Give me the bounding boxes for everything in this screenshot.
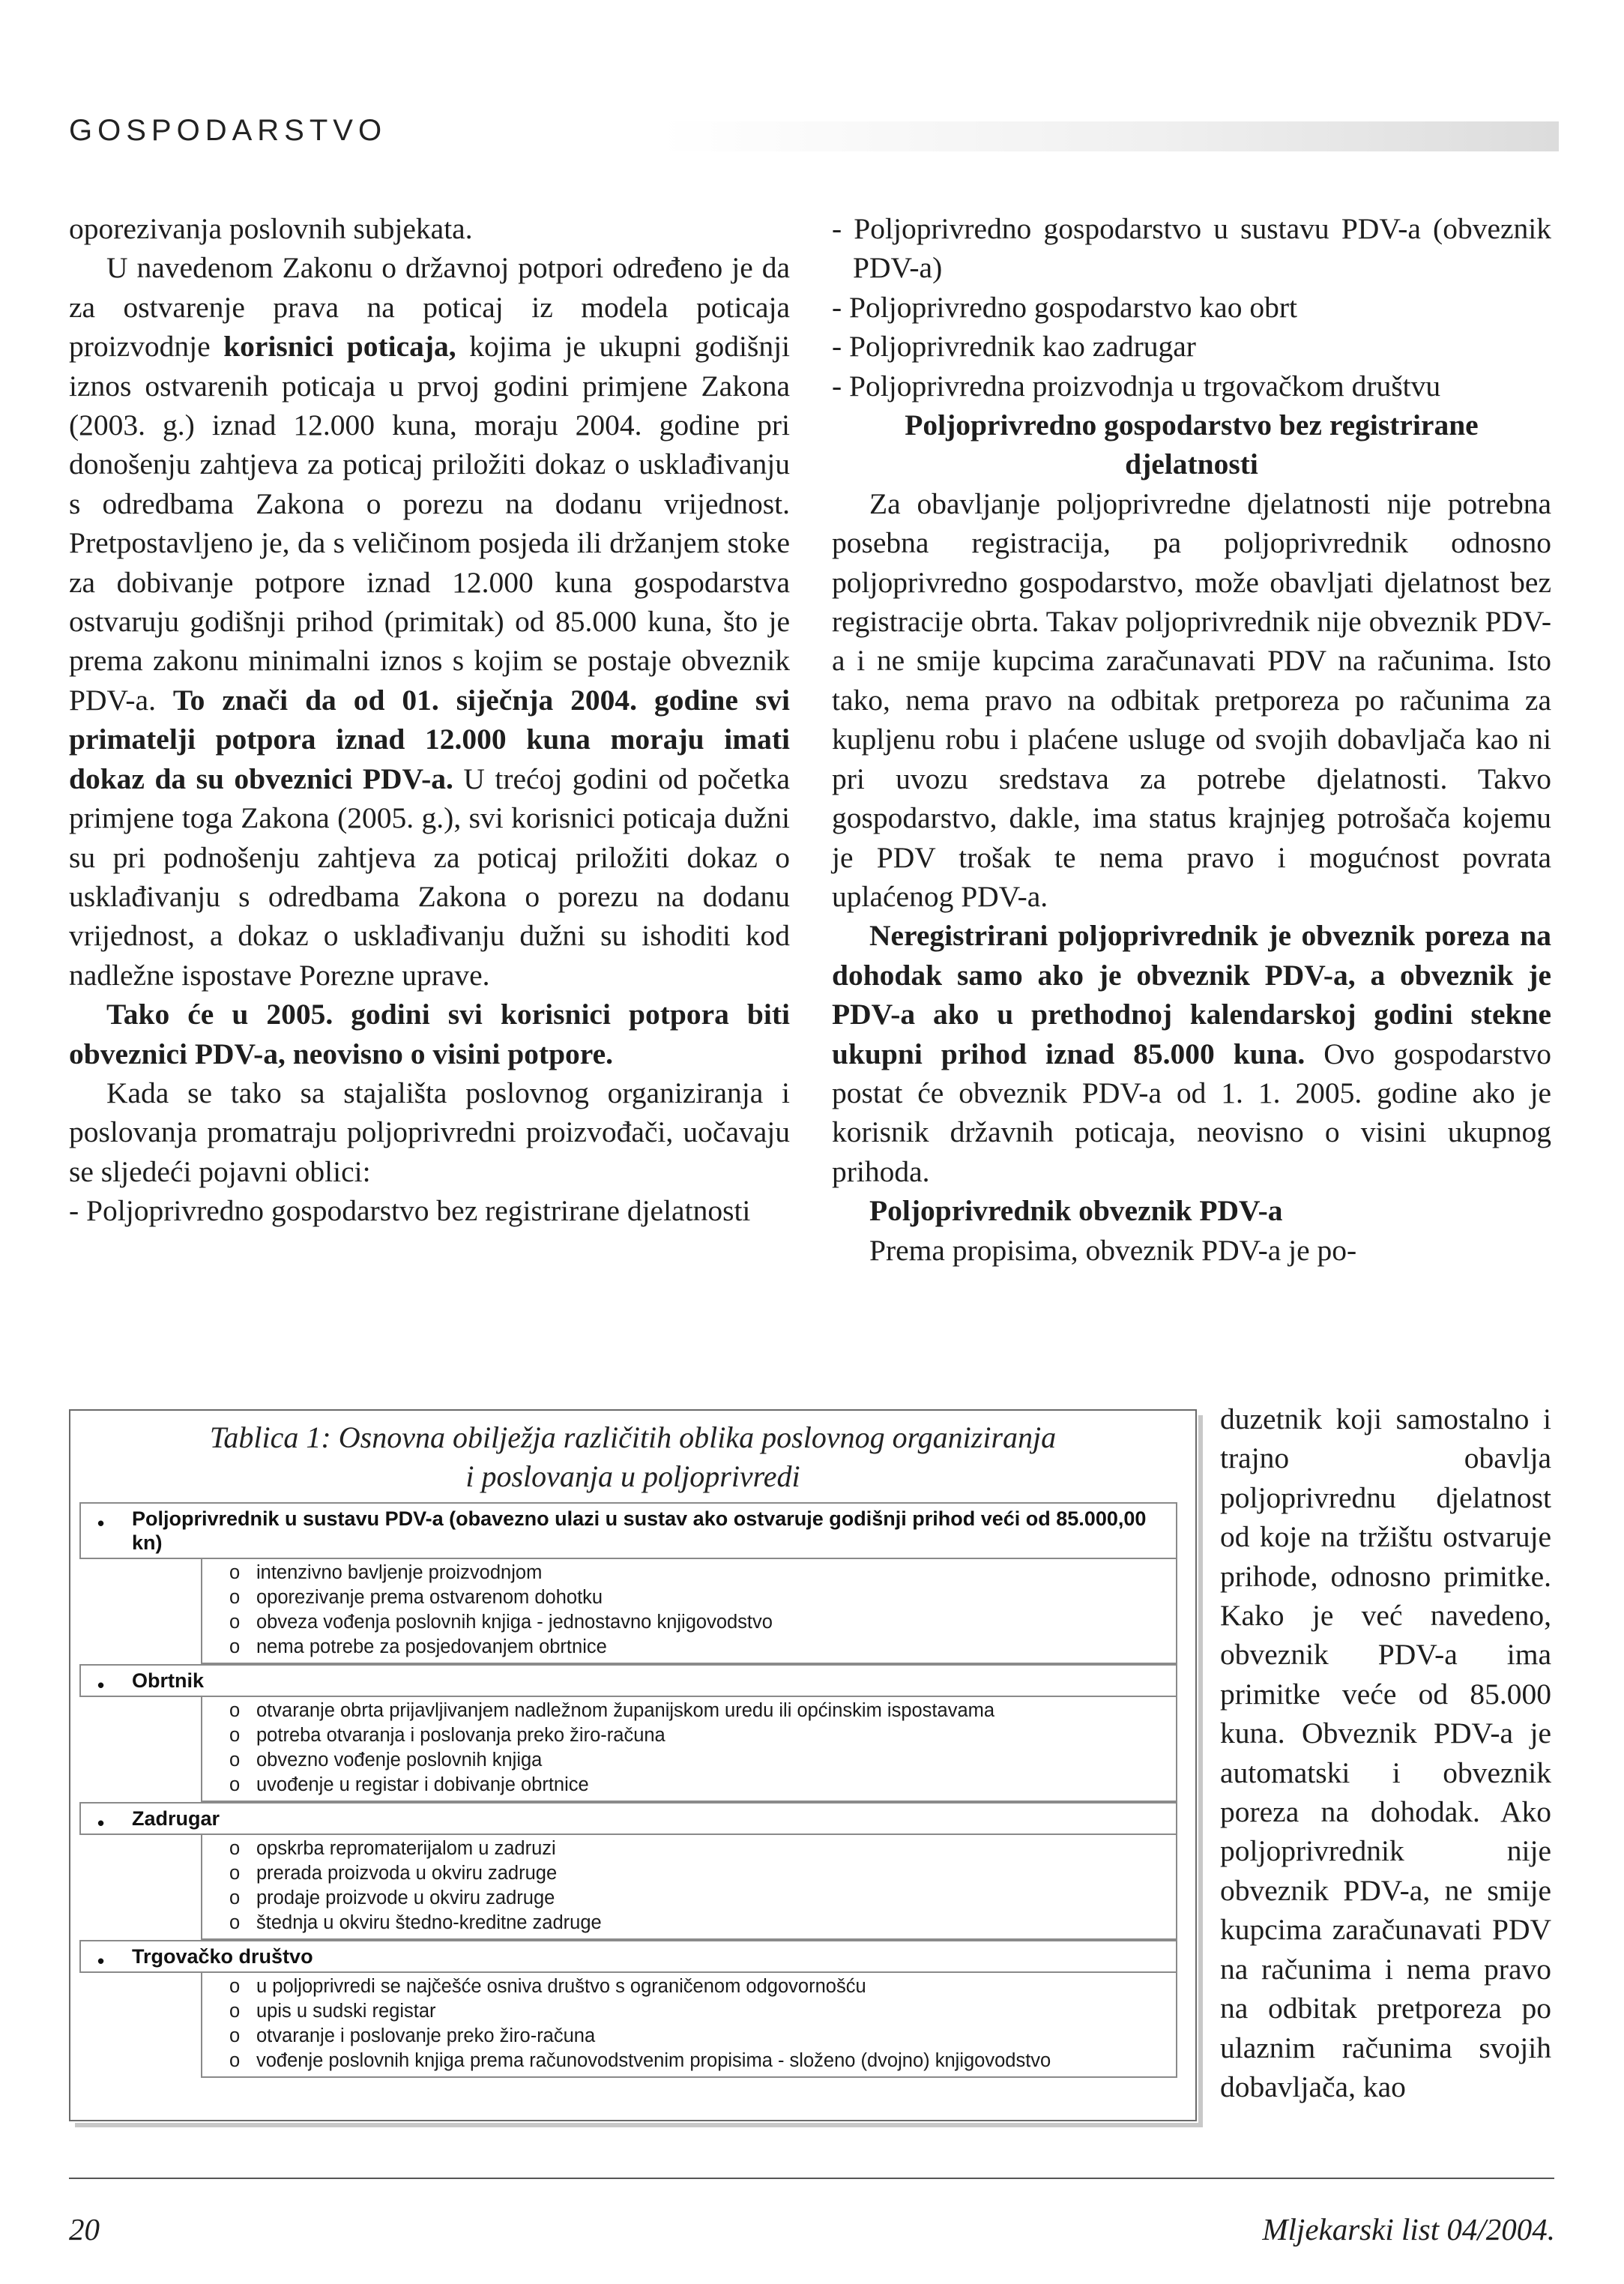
narrow-column <box>1220 1399 1551 2106</box>
bullet-icon: • <box>97 1812 105 1834</box>
paragraph: U navedenom Zakonu o državnoj potpori određeno je da za ostvarenje prava na poticaj iz modela poticaja proizvodnje korisnici poticaja, kojima je ukupni godišnji iznos ostvarenih poticaja u prvoj godini primjene Zakona (2003. g.) iznad 12.000 kuna, moraju 2004. godine pri donošenju zahtjeva za poticaj priložiti dokaz o usklađivanju s odredbama Zakona o porezu na dodanu vrijednost. Pretpostavljeno je, da s veličinom posjeda ili držanjem stoke za dobivanje potpore iznad 12.000 kuna gospodarstva ostvaruju godišnji prihod (primitak) od 85.000 kuna, što je prema zakonu minimalni iznos s kojim se postaje obveznik PDV-a. To znači da od 01. siječnja 2004. godine svi primatelji potpora iznad 12.000 kuna moraju imati dokaz da su obveznici PDV-a. U trećoj godini od početka primjene toga Zakona (2005. g.), svi korisnici poticaja dužni su pri podnošenju zahtjeva za poticaj priložiti dokaz o usklađivanju s odredbama Zakona o porezu na dodanu vrijednost, a dokaz o usklađivanju dužni su ishoditi kod nadležne ispostave Porezne uprave. <box>69 251 791 992</box>
table-item: o potreba otvaranja i poslovanja preko žiro-računa <box>202 1723 1176 1748</box>
circle-bullet-icon: o <box>229 1838 241 1859</box>
table-item: o štednja u okviru štedno-kreditne zadruge <box>202 1911 1176 1935</box>
circle-bullet-icon: o <box>229 1976 241 1997</box>
table-item: o vođenje poslovnih knjiga prema računovodstvenim propisima - složeno (dvojno) knjigovodstvo <box>202 2049 1176 2073</box>
footer-rule <box>69 2178 1554 2179</box>
circle-bullet-icon: o <box>229 1750 241 1771</box>
table-group <box>79 1664 1177 1802</box>
table-group-title: • Obrtnik <box>79 1664 1177 1697</box>
circle-bullet-icon: o <box>229 2050 241 2071</box>
paragraph: Prema propisima, obveznik PDV-a je po- <box>869 1233 1357 1267</box>
circle-bullet-icon: o <box>229 1700 241 1721</box>
header-gradient-bar <box>659 121 1559 151</box>
section-heading: Poljoprivredno gospodarstvo bez registrirane djelatnosti <box>905 409 1479 481</box>
table-group-title: • Trgovačko društvo <box>79 1940 1177 1973</box>
list-item: - Poljoprivrednik kao zadrugar <box>832 330 1196 364</box>
table-item: o prodaje proizvode u okviru zadruge <box>202 1886 1176 1911</box>
paragraph: oporezivanja poslovnih subjekata. <box>69 212 473 245</box>
list-item: - Poljoprivredno gospodarstvo bez registrirane djelatnosti <box>69 1194 751 1228</box>
table-body <box>79 1502 1177 2078</box>
circle-bullet-icon: o <box>229 1725 241 1746</box>
table-item: o obveza vođenja poslovnih knjiga - jednostavno knjigovodstvo <box>202 1610 1176 1635</box>
bullet-icon: • <box>97 1512 105 1534</box>
table-group-title: • Poljoprivrednik u sustavu PDV-a (obavezno ulazi u sustav ako ostvaruje godišnji prihod veći od 85.000,00 kn) <box>79 1502 1177 1559</box>
paragraph: Neregistrirani poljoprivrednik je obveznik poreza na dohodak samo ako je obveznik PDV-a, a obveznik je PDV-a ako u prethodnoj kalendarskoj godini stekne ukupni prihod iznad 85.000 kuna. Ovo gospodarstvo postat će obveznik PDV-a od 1. 1. 2005. godine ako je korisnik državnih poticaja, neovisno o visini ukupnog prihoda. <box>832 919 1551 1188</box>
table-item: o otvaranje obrta prijavljivanjem nadležnom županijskom uredu ili općinskim ispostavama <box>202 1699 1176 1723</box>
publication-name: Mljekarski list 04/2004. <box>1262 2212 1555 2247</box>
paragraph: duzetnik koji samostalno i trajno obavlja poljoprivrednu djelatnost od koje na tržištu ostvaruje prihode, odnosno primitke. Kako je već navedeno, obveznik PDV-a ima primitke veće od 85.000 kuna. Obveznik PDV-a je automatski i obveznik poreza na dohodak. Ako poljoprivrednik nije obveznik PDV-a, ne smije kupcima zaračunavati PDV na računima i nema pravo na odbitak pretporeza po ulaznim računima svojih dobavljača, kao <box>1220 1402 1551 2103</box>
table-item: o nema potrebe za posjedovanjem obrtnice <box>202 1635 1176 1660</box>
bullet-icon: • <box>97 1674 105 1696</box>
left-column <box>69 209 790 1231</box>
circle-bullet-icon: o <box>229 1774 241 1795</box>
circle-bullet-icon: o <box>229 2025 241 2046</box>
page-number: 20 <box>69 2212 100 2247</box>
table-item: o intenzivno bavljenje proizvodnjom <box>202 1561 1176 1585</box>
circle-bullet-icon: o <box>229 1612 241 1633</box>
bullet-icon: • <box>97 1950 105 1972</box>
bold-paragraph: Tako će u 2005. godini svi korisnici potpora biti obveznici PDV-a, neovisno o visini potpore. <box>69 998 790 1070</box>
table-group <box>79 1802 1177 1940</box>
table-item-list <box>201 1835 1177 1940</box>
circle-bullet-icon: o <box>229 1863 241 1884</box>
table-item-list <box>201 1973 1177 2078</box>
table-group <box>79 1502 1177 1664</box>
table-item: o opskrba repromaterijalom u zadruzi <box>202 1836 1176 1861</box>
circle-bullet-icon: o <box>229 1562 241 1583</box>
section-heading: Poljoprivrednik obveznik PDV-a <box>869 1194 1283 1228</box>
table-item: o u poljoprivredi se najčešće osniva društvo s ograničenom odgovornošću <box>202 1974 1176 1999</box>
circle-bullet-icon: o <box>229 1887 241 1908</box>
table-1 <box>69 1409 1197 2121</box>
bold-text: korisnici poticaja, <box>223 330 456 364</box>
table-item: o prerada proizvoda u okviru zadruge <box>202 1861 1176 1886</box>
table-item-list <box>201 1559 1177 1664</box>
table-item-list <box>201 1697 1177 1802</box>
list-item: - Poljoprivredna proizvodnja u trgovačkom društvu <box>832 369 1441 403</box>
table-item: o upis u sudski registar <box>202 1999 1176 2024</box>
table-caption: Tablica 1: Osnovna obilježja različitih oblika poslovnog organiziranja i poslovanja u poljoprivredi <box>209 1420 1057 1493</box>
paragraph: Kada se tako sa stajališta poslovnog organiziranja i poslovanja promatraju poljoprivredni proizvođači, uočavaju se sljedeći pojavni oblici: <box>69 1076 790 1188</box>
table-item: o uvođenje u registar i dobivanje obrtnice <box>202 1773 1176 1798</box>
paragraph: Za obavljanje poljoprivredne djelatnosti nije potrebna posebna registracija, pa poljoprivrednik odnosno poljoprivredno gospodarstvo, može obavljati djelatnost bez registracije obrta. Takav poljoprivrednik nije obveznik PDV-a i ne smije kupcima zaračunavati PDV na računima. Isto tako, nema pravo na odbitak pretporeza po računima za kupljenu robu i plaćene usluge od svojih dobavljača kao ni pri uvozu sredstava za potrebe djelatnosti. Takvo gospodarstvo, dakle, ima status krajnjeg potrošača kojemu je PDV trošak te nema pravo i mogućnost povrata uplaćenog PDV-a. <box>832 486 1551 913</box>
table-group-title: • Zadrugar <box>79 1802 1177 1835</box>
table-item: o otvaranje i poslovanje preko žiro-računa <box>202 2024 1176 2049</box>
section-title: GOSPODARSTVO <box>69 114 387 147</box>
table-item: o obvezno vođenje poslovnih knjiga <box>202 1748 1176 1773</box>
circle-bullet-icon: o <box>229 2001 241 2022</box>
list-item: - Poljoprivredno gospodarstvo u sustavu PDV-a (obveznik PDV-a) <box>832 212 1551 285</box>
right-column <box>832 209 1551 1270</box>
bold-text: Neregistrirani poljoprivrednik je obveznik poreza na dohodak samo ako je obveznik PDV-a, a obveznik je PDV-a ako u prethodnoj kalendarskoj godini stekne ukupni prihod iznad 85.000 kuna. <box>832 919 1551 1070</box>
circle-bullet-icon: o <box>229 1587 241 1608</box>
table-item: o oporezivanje prema ostvarenom dohotku <box>202 1585 1176 1610</box>
circle-bullet-icon: o <box>229 1636 241 1657</box>
circle-bullet-icon: o <box>229 1912 241 1933</box>
table-group <box>79 1940 1177 2078</box>
list-item: - Poljoprivredno gospodarstvo kao obrt <box>832 290 1297 324</box>
bold-text: To znači da od 01. siječnja 2004. godine svi primatelji potpora iznad 12.000 kuna moraju imati dokaz da su obveznici PDV-a. <box>69 683 790 795</box>
